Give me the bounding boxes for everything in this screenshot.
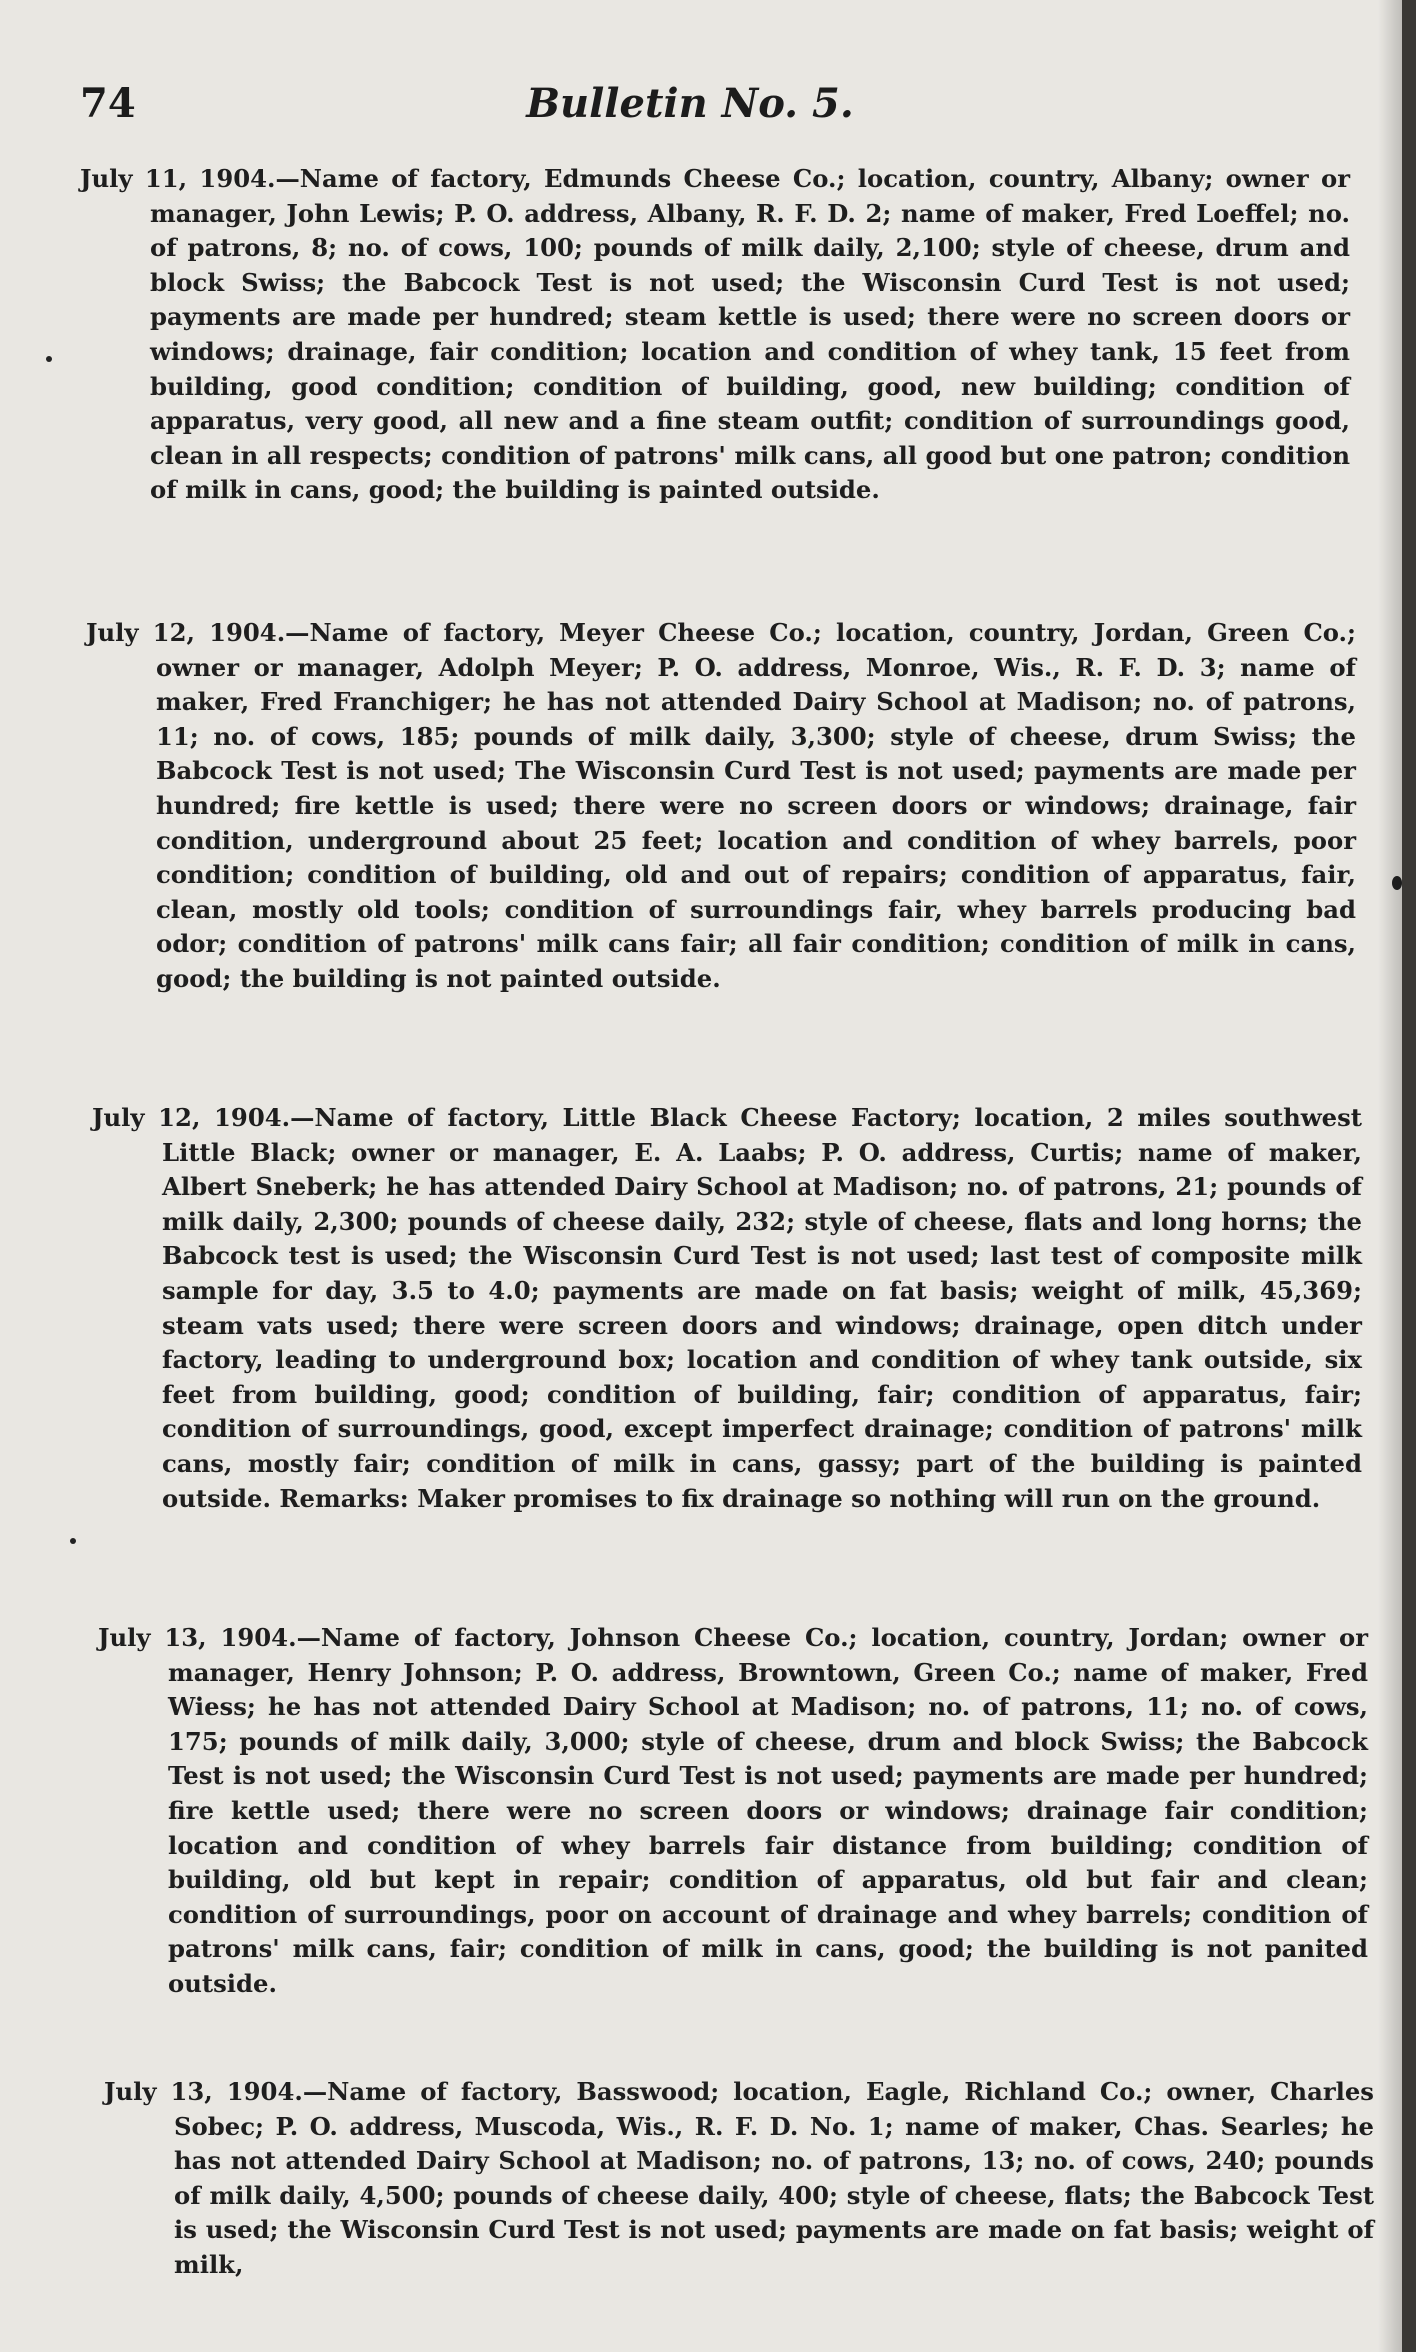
inspection-entry xyxy=(80,162,1350,508)
entry-text: —Name of factory, Little Black Cheese Factory; location, 2 miles southwest Little Black; owner or manager, E. A. Laabs; P. O. address, Curtis; name of maker, Albert Sneberk; he has attended Dairy School at Madison; no. of patrons, 21; pounds of milk daily, 2,300; pounds of cheese daily, 232; style of cheese, flats and long horns; the Babcock test is used; the Wisconsin Curd Test is not used; last test of composite milk sample for day, 3.5 to 4.0; payments are made on fat basis; weight of milk, 45,369; steam vats used; there were screen doors and windows; drainage, open ditch under factory, leading to underground box; location and condition of whey tank outside, six feet from building, good; condition of building, fair; condition of apparatus, fair; condition of surroundings, good, except imperfect drainage; condition of patrons' milk cans, mostly fair; condition of milk in cans, gassy; part of the building is painted outside. Remarks: Maker promises to fix drainage so nothing will run on the ground. xyxy=(162,1103,1363,1513)
entry-date: July 12, 1904. xyxy=(86,618,286,647)
page-header xyxy=(80,80,1380,130)
inspection-entry xyxy=(98,1621,1368,2002)
entry-text: —Name of factory, Basswood; location, Eagle, Richland Co.; owner, Charles Sobec; P. O. address, Muscoda, Wis., R. F. D. No. 1; name of maker, Chas. Searles; he has not attended Dairy School at Madison; no. of patrons, 13; no. of cows, 240; pounds of milk daily, 4,500; pounds of cheese daily, 400; style of cheese, flats; the Babcock Test is used; the Wisconsin Curd Test is not used; payments are made on fat basis; weight of milk, xyxy=(174,2077,1374,2279)
entry-text: —Name of factory, Meyer Cheese Co.; location, country, Jordan, Green Co.; owner or manager, Adolph Meyer; P. O. address, Monroe, Wis., R. F. D. 3; name of maker, Fred Franchiger; he has not attended Dairy School at Madison; no. of patrons, 11; no. of cows, 185; pounds of milk daily, 3,300; style of cheese, drum Swiss; the Babcock Test is not used; The Wisconsin Curd Test is not used; payments are made per hundred; fire kettle is used; there were no screen doors or windows; drainage, fair condition, underground about 25 feet; location and condition of whey barrels, poor condition; condition of building, old and out of repairs; condition of apparatus, fair, clean, mostly old tools; condition of surroundings fair, whey barrels producing bad odor; condition of patrons' milk cans fair; all fair condition; condition of milk in cans, good; the building is not painted outside. xyxy=(156,618,1356,993)
entry-date: July 13, 1904. xyxy=(104,2077,303,2106)
print-speck xyxy=(70,1538,76,1544)
entry-date: July 11, 1904. xyxy=(80,164,276,193)
inspection-entry xyxy=(92,1101,1362,1516)
entry-date: July 13, 1904. xyxy=(98,1623,297,1652)
entry-text: —Name of factory, Johnson Cheese Co.; location, country, Jordan; owner or manager, Henry Johnson; P. O. address, Browntown, Green Co.; name of maker, Fred Wiess; he has not attended Dairy School at Madison; no. of patrons, 11; no. of cows, 175; pounds of milk daily, 3,000; style of cheese, drum and block Swiss; the Babcock Test is not used; the Wisconsin Curd Test is not used; payments are made per hundred; fire kettle used; there were no screen doors or windows; drainage fair condition; location and condition of whey barrels fair distance from building; condition of building, old but kept in repair; condition of apparatus, old but fair and clean; condition of surroundings, poor on account of drainage and whey barrels; condition of patrons' milk cans, fair; condition of milk in cans, good; the building is not panited outside. xyxy=(168,1623,1369,1998)
print-speck xyxy=(1392,876,1402,890)
inspection-entry xyxy=(104,2075,1374,2283)
page-number: 74 xyxy=(80,80,136,127)
inspection-entry xyxy=(86,616,1356,997)
entry-text: —Name of factory, Edmunds Cheese Co.; location, country, Albany; owner or manager, John Lewis; P. O. address, Albany, R. F. D. 2; name of maker, Fred Loeffel; no. of patrons, 8; no. of cows, 100; pounds of milk daily, 2,100; style of cheese, drum and block Swiss; the Babcock Test is not used; the Wisconsin Curd Test is not used; payments are made per hundred; steam kettle is used; there were no screen doors or windows; drainage, fair condition; location and condition of whey tank, 15 feet from building, good condition; condition of building, good, new building; condition of apparatus, very good, all new and a fine steam outfit; condition of surroundings good, clean in all respects; condition of patrons' milk cans, all good but one patron; condition of milk in cans, good; the building is painted outside. xyxy=(150,164,1350,505)
print-speck xyxy=(46,356,52,362)
running-title: Bulletin No. 5. xyxy=(526,80,854,127)
entry-date: July 12, 1904. xyxy=(92,1103,291,1132)
